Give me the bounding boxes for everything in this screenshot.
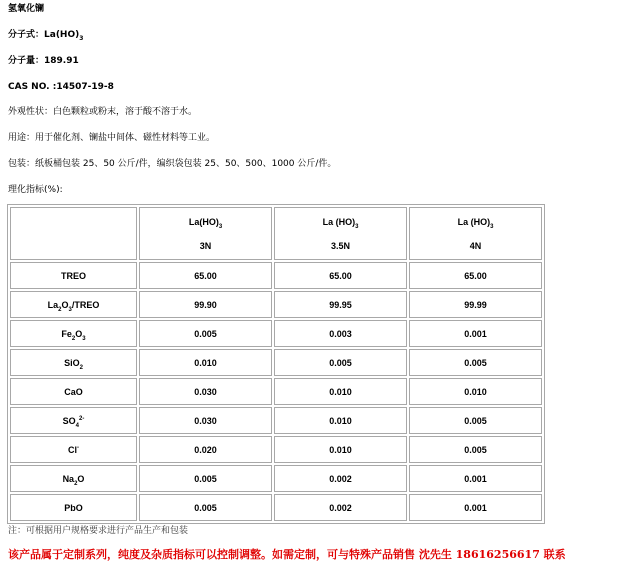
table-row	[10, 262, 542, 289]
table-cell: 0.005	[274, 349, 407, 376]
packing-line: 包装：纸板桶包装 25、50 公斤/件，编织袋包装 25、50、500、1000 公斤/件。	[8, 159, 337, 169]
table-cell: 0.005	[139, 465, 272, 492]
footnote: 注：可根据用户规格要求进行产品生产和包装	[8, 526, 189, 536]
table-cell: 0.005	[409, 436, 542, 463]
table-cell: 65.00	[409, 262, 542, 289]
formula-value: La(HO)	[44, 30, 80, 40]
mass-label: 分子量：	[8, 56, 45, 66]
header-cell: La $(HO)_3$ 3.5N	[274, 207, 407, 260]
row-label: CaO	[10, 378, 137, 405]
table-row	[10, 378, 542, 405]
table-cell: 0.003	[274, 320, 407, 347]
table-cell: 0.010	[139, 349, 272, 376]
mass-value: 189.91	[44, 56, 79, 66]
header-cell: $La(HO)_3$ 3N	[139, 207, 272, 260]
row-label: SiO$_2$	[10, 349, 137, 376]
table-row	[10, 349, 542, 376]
table-cell: 0.010	[274, 407, 407, 434]
row-label: TREO	[10, 262, 137, 289]
appearance-line: 外观性状：白色颗粒或粉末，溶于酸不溶于水。	[8, 107, 198, 117]
table-cell: 0.010	[274, 378, 407, 405]
table-row	[10, 436, 542, 463]
row-label: $SO_4^{2-}$	[10, 407, 137, 434]
table-cell: 0.005	[139, 494, 272, 521]
row-label: $Fe_2O_3$	[10, 320, 137, 347]
table-cell: 0.005	[139, 320, 272, 347]
usage-line: 用途：用于催化剂、镧盐中间体、磁性材料等工业。	[8, 133, 216, 143]
row-label: PbO	[10, 494, 137, 521]
formula-label: 分子式：	[8, 30, 45, 40]
table-row	[10, 407, 542, 434]
table-cell: 99.99	[409, 291, 542, 318]
table-cell: 0.005	[409, 407, 542, 434]
table-cell: 0.010	[274, 436, 407, 463]
table-cell: 0.001	[409, 465, 542, 492]
header-empty-cell	[10, 207, 137, 260]
row-label: Cl-	[10, 436, 137, 463]
custom-order-notice: 该产品属于定制系列，纯度及杂质指标可以控制调整。如需定制，可与特殊产品销售 沈先生 18616256617 联系	[8, 548, 566, 561]
table-row	[10, 465, 542, 492]
table-cell: 0.005	[409, 349, 542, 376]
header-cell: La $(HO)_3$ 4N	[409, 207, 542, 260]
spec-table	[7, 204, 545, 524]
spec-label: 理化指标(%):	[8, 185, 63, 195]
table-row	[10, 291, 542, 318]
table-row	[10, 320, 542, 347]
table-row	[10, 494, 542, 521]
table-cell: 0.020	[139, 436, 272, 463]
formula-line	[8, 29, 83, 41]
formula-subscript: 3	[79, 34, 84, 42]
table-cell: 0.030	[139, 378, 272, 405]
molecular-weight-line	[8, 55, 79, 67]
table-cell: 99.90	[139, 291, 272, 318]
table-cell: 0.010	[409, 378, 542, 405]
row-label: $Na_2O$	[10, 465, 137, 492]
table-cell: 65.00	[274, 262, 407, 289]
table-cell: 99.95	[274, 291, 407, 318]
table-cell: 65.00	[139, 262, 272, 289]
table-header-row	[10, 207, 542, 260]
table-cell: 0.002	[274, 465, 407, 492]
table-cell: 0.030	[139, 407, 272, 434]
row-label: $La_2O_3$/TREO	[10, 291, 137, 318]
cas-number: CAS NO. :14507-19-8	[8, 82, 114, 92]
table-cell: 0.002	[274, 494, 407, 521]
product-title: 氢氧化镧	[8, 4, 45, 14]
table-cell: 0.001	[409, 320, 542, 347]
table-cell: 0.001	[409, 494, 542, 521]
